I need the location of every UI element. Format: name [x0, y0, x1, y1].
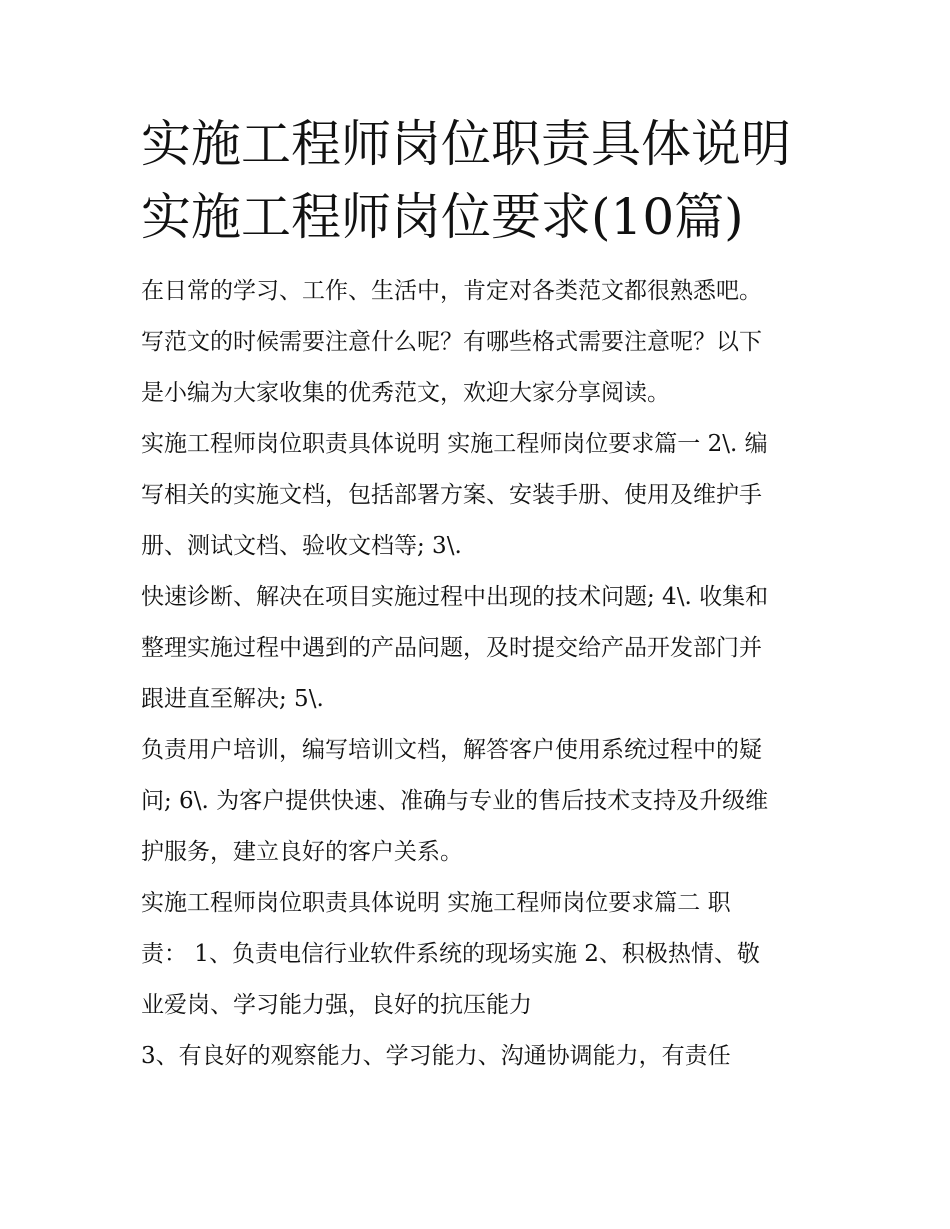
document-title	[141, 108, 821, 254]
body-line: 是小编为大家收集的优秀范文，欢迎大家分享阅读。	[141, 380, 670, 406]
body-line: 跟进直至解决; 5\.	[141, 686, 324, 712]
body-line: 整理实施过程中遇到的产品问题，及时提交给产品开发部门并	[141, 635, 762, 661]
body-line: 问; 6\. 为客户提供快速、准确与专业的售后技术支持及升级维	[141, 788, 769, 814]
body-line: 3、有良好的观察能力、学习能力、沟通协调能力，有责任	[141, 1043, 731, 1069]
body-line: 写范文的时候需要注意什么呢？有哪些格式需要注意呢？以下	[141, 329, 762, 355]
document-page	[141, 108, 821, 1082]
body-line: 护服务，建立良好的客户关系。	[141, 839, 463, 865]
body-line: 册、测试文档、验收文档等; 3\.	[141, 533, 462, 559]
document-body	[141, 266, 821, 1082]
body-line: 实施工程师岗位职责具体说明 实施工程师岗位要求篇一 2\. 编	[141, 431, 768, 457]
body-line: 在日常的学习、工作、生活中，肯定对各类范文都很熟悉吧。	[141, 278, 762, 304]
body-line: 写相关的实施文档，包括部署方案、安装手册、使用及维护手	[141, 482, 762, 508]
body-line: 快速诊断、解决在项目实施过程中出现的技术问题; 4\. 收集和	[141, 584, 769, 610]
body-line: 负责用户培训，编写培训文档，解答客户使用系统过程中的疑	[141, 737, 762, 763]
body-line: 业爱岗、学习能力强，良好的抗压能力	[141, 992, 532, 1018]
title-line-2: 实施工程师岗位要求(10篇)	[141, 188, 744, 246]
body-line: 责： 1、负责电信行业软件系统的现场实施 2、积极热情、敬	[141, 941, 760, 967]
body-line: 实施工程师岗位职责具体说明 实施工程师岗位要求篇二 职	[141, 890, 731, 916]
title-line-1: 实施工程师岗位职责具体说明	[141, 115, 791, 173]
